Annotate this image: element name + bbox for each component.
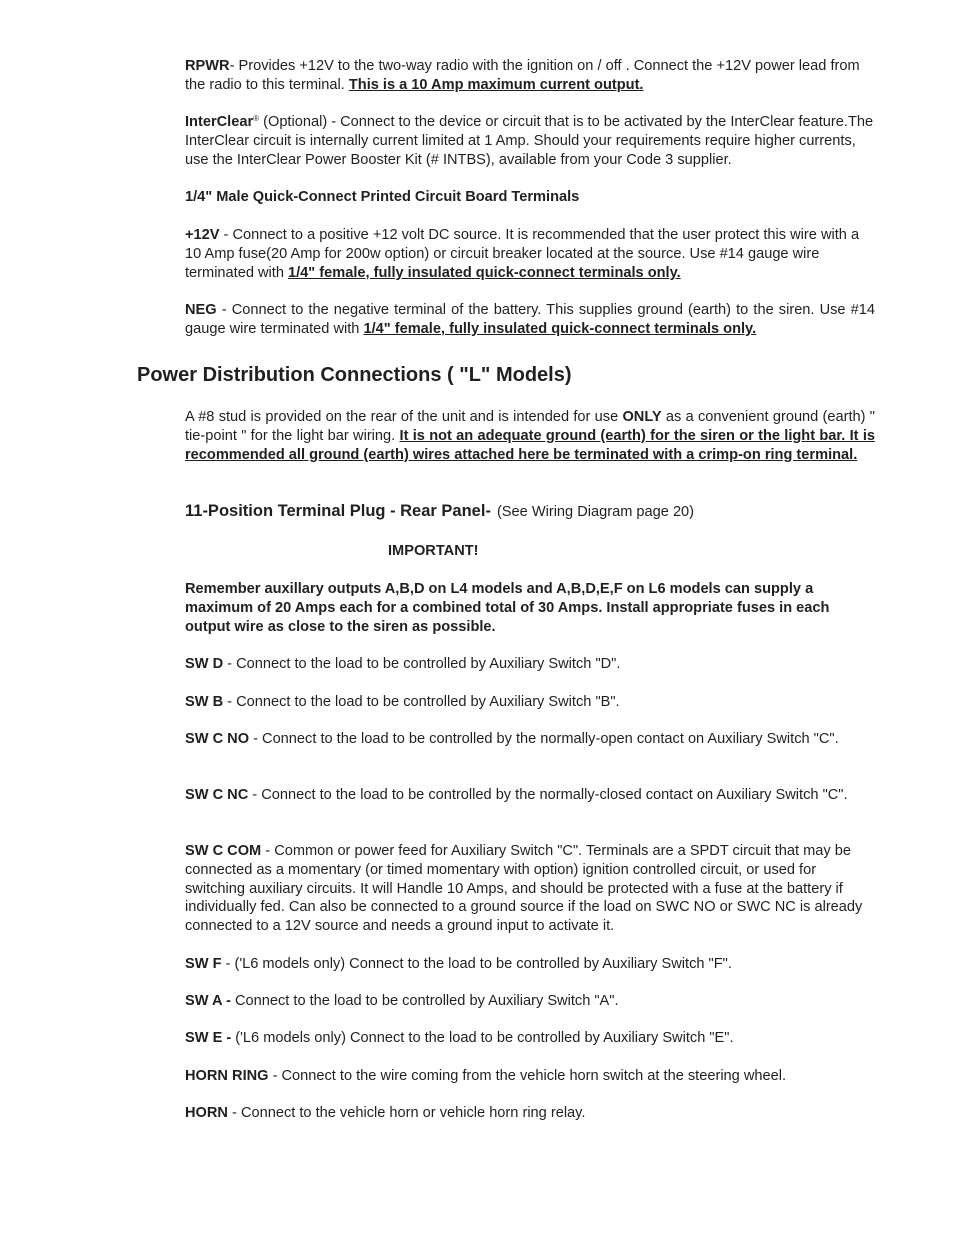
plus12v-paragraph [185, 226, 875, 282]
stud-only: ONLY [622, 409, 662, 425]
neg-text: - Connect to the negative terminal of the battery. This supplies ground (earth) to the siren. Use #14 gauge wire terminated with [185, 302, 875, 337]
terminal-term: HORN [185, 1105, 228, 1121]
interclear-term: InterClear [185, 114, 254, 130]
pcb-terminals-heading [185, 188, 875, 207]
terminal-term: HORN RING [185, 1068, 269, 1084]
remember-text: Remember auxillary outputs A,B,D on L4 models and A,B,D,E,F on L6 models can supply a maximum of 20 Amps each for a combined total of 30 Amps. Install appropriate fuses in each output wire as close to the siren as possible. [185, 581, 830, 635]
rpwr-term: RPWR [185, 58, 230, 74]
terminal-sw-b [185, 693, 875, 712]
terminal-text: - Connect to the wire coming from the vehicle horn switch at the steering wheel. [268, 1068, 787, 1084]
rpwr-emphasis: This is a 10 Amp maximum current output. [348, 76, 644, 93]
interclear-paragraph [185, 113, 875, 169]
stud-text-2: as a convenient ground (earth) " tie-point " for the light bar wiring. [185, 409, 875, 444]
terminal-text: - ('L6 models only) Connect to the load to be controlled by Auxiliary Switch "F". [221, 956, 732, 972]
stud-text-1: A #8 stud is provided on the rear of the unit and is intended for use [185, 409, 623, 425]
section-title: Power Distribution Connections ( "L" Models) [137, 364, 572, 386]
terminal-term: SW B [185, 694, 224, 710]
neg-paragraph [185, 301, 875, 339]
terminal-term: SW D [185, 656, 224, 672]
terminal-text: - Connect to the load to be controlled by Auxiliary Switch "B". [223, 694, 620, 710]
plug-heading-text: 11-Position Terminal Plug - Rear Panel- [185, 502, 491, 520]
plus12v-term: +12V [185, 227, 220, 243]
plug-heading [185, 500, 694, 523]
terminal-term: SW F [185, 956, 222, 972]
interclear-text: (Optional) - Connect to the device or circuit that is to be activated by the InterClear feature.The InterClear circuit is internally current limited at 1 Amp. Should your requirements require higher currents, use the InterClear Power Booster Kit (# INTBS), available from your Code 3 supplier. [185, 114, 874, 168]
stud-paragraph [185, 408, 875, 464]
terminal-text: - Connect to the load to be controlled by the normally-closed contact on Auxiliary Switch "C". [248, 787, 848, 803]
plug-heading-note: (See Wiring Diagram page 20) [496, 504, 695, 520]
rpwr-text: - Provides +12V to the two-way radio with the ignition on / off . Connect the +12V power lead from the radio to this terminal. [185, 58, 860, 93]
terminal-text: ('L6 models only) Connect to the load to be controlled by Auxiliary Switch "E". [231, 1030, 734, 1046]
terminal-text: - Connect to the load to be controlled by the normally-open contact on Auxiliary Switch "C". [249, 731, 839, 747]
terminal-term: SW A - [185, 993, 231, 1009]
terminal-sw-f [185, 955, 875, 974]
terminal-sw-c-no [185, 730, 875, 749]
terminal-term: SW E - [185, 1030, 232, 1046]
important-label: IMPORTANT! [388, 543, 479, 559]
plus12v-emphasis: 1/4" female, fully insulated quick-connect terminals only. [288, 264, 681, 281]
terminal-term: SW C NO [185, 731, 250, 747]
remember-paragraph [185, 580, 875, 636]
plus12v-text: - Connect to a positive +12 volt DC source. It is recommended that the user protect this wire with a 10 Amp fuse(20 Amp for 200w option) or circuit breaker located at the source. Use #14 gauge wire terminated with [185, 227, 860, 281]
terminal-horn [185, 1104, 875, 1123]
neg-emphasis: 1/4" female, fully insulated quick-connect terminals only. [363, 320, 757, 337]
terminal-sw-d [185, 655, 875, 674]
rpwr-paragraph [185, 57, 875, 95]
terminal-text: - Connect to the vehicle horn or vehicle horn ring relay. [227, 1105, 586, 1121]
terminal-sw-c-com [185, 842, 875, 936]
terminal-text: - Connect to the load to be controlled by Auxiliary Switch "D". [223, 656, 621, 672]
terminal-text: - Common or power feed for Auxiliary Switch "C". Terminals are a SPDT circuit that may be connected as a momentary (or timed momentary with option) ignition controlled circuit, or used for switching auxiliary circuits. It will Handle 10 Amps, and should be protected with a fuse at the battery if individually fed. Can also be connected to a ground source if the load on SWC NO or SWC NC is already connected to a 12V source and needs a ground input to activate it. [185, 843, 863, 935]
stud-emphasis: It is not an adequate ground (earth) for the siren or the light bar. It is recommended all ground (earth) wires attached here be terminated with a crimp-on ring terminal. [185, 427, 875, 463]
neg-term: NEG [185, 302, 217, 318]
terminal-sw-e [185, 1029, 875, 1048]
terminal-sw-c-nc [185, 786, 875, 805]
pcb-heading-text: 1/4" Male Quick-Connect Printed Circuit Board Terminals [185, 189, 580, 205]
registered-mark: ® [253, 114, 260, 123]
terminal-sw-a [185, 992, 875, 1011]
terminal-term: SW C NC [185, 787, 249, 803]
terminal-term: SW C COM [185, 843, 262, 859]
terminal-text: Connect to the load to be controlled by Auxiliary Switch "A". [230, 993, 619, 1009]
terminal-horn-ring [185, 1067, 875, 1086]
